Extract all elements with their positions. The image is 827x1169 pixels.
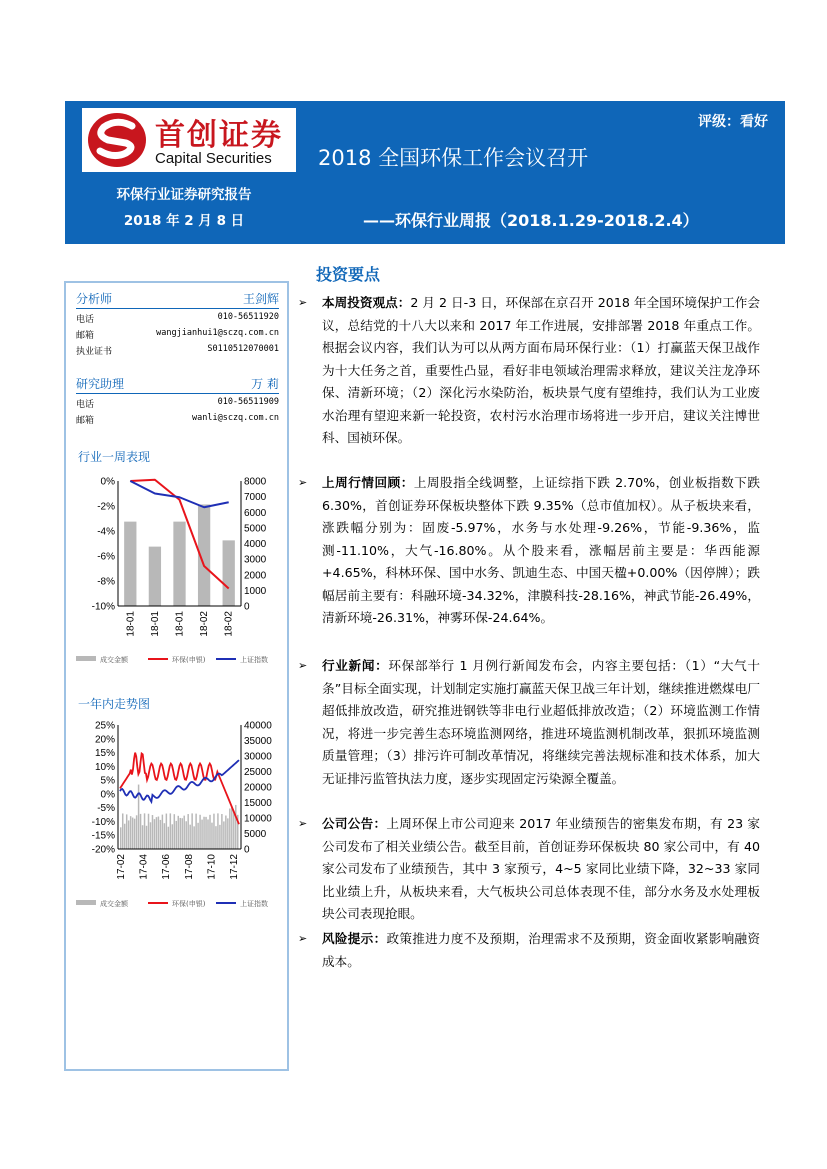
bullet-arrow-icon: ➢: [298, 296, 308, 309]
logo-chinese-name: 首创证券: [155, 118, 283, 153]
paragraph-risk: [298, 928, 760, 973]
volume-bar: [150, 822, 151, 849]
x-tick-label: 18-01: [149, 611, 161, 637]
report-type: 环保行业证券研究报告: [116, 187, 252, 203]
legend-label: 上证指数: [240, 900, 268, 908]
y-right-tick-label: 7000: [244, 492, 267, 504]
volume-bar: [146, 826, 147, 849]
volume-bar: [140, 814, 141, 849]
volume-bar: [203, 817, 204, 849]
y-left-tick-label: -15%: [91, 830, 115, 842]
volume-bar: [130, 816, 131, 849]
volume-bar: [148, 814, 149, 849]
volume-bar: [191, 813, 192, 849]
shanghai-index-line: [130, 481, 228, 507]
paragraph-text: 2 月 2 日-3 日，环保部在京召开 2018 年全国环境保护工作会议，总结党的十八大以来和 2017 年工作进展，安排部署 2018 年重点工作。根据会议内容，我们认为可以从两方面布局环保行业：（1）打赢蓝天保卫战作为十大任务之首，重要性凸显，看好非电领域治理需求释放，建议关注龙净环保、清新环境；（2）深化污水染防治，板块景气度有望维持，我们认为工业废水治理有望迎来新一轮投资，农村污水治理市场将进一步开启，建议关注博世科、国祯环保。: [322, 295, 760, 445]
volume-bar: [209, 815, 210, 849]
volume-bar: [235, 805, 236, 849]
x-tick-label: 17-10: [206, 854, 218, 880]
y-left-tick-label: 10%: [94, 761, 115, 773]
legend-swatch: [76, 656, 96, 661]
y-left-tick-label: -4%: [97, 526, 115, 538]
volume-bar: [227, 818, 228, 849]
paragraph-outlook: [298, 292, 760, 450]
x-tick-label: 17-02: [116, 854, 127, 880]
legend-label: 上证指数: [240, 656, 268, 664]
info-label: 邮箱: [76, 416, 95, 426]
x-tick-label: 18-02: [223, 611, 235, 637]
volume-bar: [124, 824, 125, 849]
volume-bar: [149, 547, 161, 606]
y-right-tick-label: 20000: [244, 782, 272, 794]
volume-bar: [172, 824, 173, 849]
volume-bar: [174, 814, 175, 849]
volume-bar: [211, 823, 212, 849]
y-right-tick-label: 0: [244, 601, 250, 613]
volume-bar: [132, 818, 133, 849]
volume-bar: [217, 813, 218, 849]
y-right-tick-label: 6000: [244, 507, 267, 519]
brand-logo: [82, 108, 296, 172]
volume-bar: [187, 814, 188, 849]
info-value: wanli@sczq.com.cn: [192, 413, 279, 423]
y-right-tick-label: 1000: [244, 585, 267, 597]
y-right-tick-label: 0: [244, 844, 250, 856]
volume-bar: [183, 816, 184, 849]
y-right-tick-label: 2000: [244, 570, 267, 582]
y-right-tick-label: 5000: [244, 829, 267, 840]
info-value: S0110512070001: [207, 344, 279, 354]
bullet-arrow-icon: ➢: [298, 817, 308, 830]
assistant-phone-row: [76, 397, 279, 411]
x-tick-label: 18-01: [174, 611, 186, 637]
volume-bar: [195, 814, 196, 849]
volume-bar: [178, 816, 179, 849]
volume-bar: [158, 817, 159, 849]
y-left-tick-label: 25%: [94, 720, 115, 732]
volume-bar: [173, 522, 185, 606]
volume-bar: [120, 827, 121, 849]
bullet-arrow-icon: ➢: [298, 932, 308, 945]
y-left-tick-label: 15%: [94, 748, 115, 760]
volume-bar: [221, 814, 222, 849]
paragraph-company-notices: [298, 813, 760, 926]
legend-label: 环保(申银): [172, 656, 206, 664]
volume-bar: [189, 825, 190, 849]
weekly-performance-chart: [70, 471, 285, 666]
volume-bar: [162, 815, 163, 849]
x-tick-label: 18-01: [125, 611, 137, 637]
y-left-tick-label: -10%: [91, 601, 115, 613]
info-value: wangjianhui1@sczq.com.cn: [156, 328, 279, 338]
analyst-header: [76, 288, 279, 309]
paragraph-lead: 行业新闻：: [322, 658, 389, 673]
y-left-tick-label: -6%: [97, 551, 115, 563]
volume-bar: [223, 821, 224, 849]
weekly-chart-title: 行业一周表现: [78, 450, 151, 464]
assistant-role: 研究助理: [76, 377, 125, 391]
y-right-tick-label: 15000: [244, 798, 272, 809]
volume-bar: [229, 809, 230, 849]
volume-bar: [213, 814, 214, 849]
volume-bar: [207, 819, 208, 849]
volume-bar: [201, 820, 202, 849]
paragraph-lead: 公司公告：: [322, 816, 387, 831]
report-date: 2018 年 2 月 8 日: [123, 213, 245, 229]
legend-label: 环保(申银): [172, 900, 206, 908]
volume-bar: [185, 821, 186, 849]
report-subtitle: ——环保行业周报（2018.1.29-2018.2.4）: [363, 211, 699, 230]
y-left-tick-label: -10%: [91, 816, 115, 828]
y-right-tick-label: 5000: [244, 523, 267, 535]
volume-bar: [223, 540, 235, 606]
y-left-tick-label: 5%: [100, 775, 115, 787]
volume-bar: [205, 817, 206, 849]
volume-bar: [219, 825, 220, 849]
y-left-tick-label: 20%: [94, 734, 115, 746]
x-tick-label: 17-08: [183, 854, 195, 880]
report-title: 2018 全国环保工作会议召开: [318, 146, 589, 170]
volume-bar: [128, 820, 129, 849]
y-right-tick-label: 30000: [244, 751, 272, 763]
y-right-tick-label: 40000: [244, 720, 272, 732]
y-right-tick-label: 4000: [244, 539, 267, 550]
x-tick-label: 17-06: [161, 854, 173, 880]
volume-bar: [156, 817, 157, 849]
volume-bar: [144, 813, 145, 849]
volume-bar: [225, 816, 226, 849]
report-banner: [65, 101, 785, 244]
volume-bar: [170, 813, 171, 849]
volume-bar: [231, 807, 232, 849]
logo-emblem-icon: [86, 110, 148, 170]
rating-label: 评级：看好: [698, 114, 768, 130]
x-tick-label: 17-12: [229, 854, 240, 880]
logo-english-name: Capital Securities: [155, 150, 272, 167]
info-value: 010-56511920: [217, 312, 279, 322]
sidebar: [64, 281, 289, 1071]
y-left-tick-label: 0%: [100, 476, 115, 488]
bullet-arrow-icon: ➢: [298, 476, 308, 489]
volume-bar: [166, 814, 167, 849]
analyst-email-row: [76, 328, 279, 342]
y-left-tick-label: 0%: [100, 789, 115, 801]
analyst-name: 王剑辉: [242, 292, 279, 306]
section-title: 投资要点: [316, 265, 381, 284]
y-right-tick-label: 10000: [244, 813, 272, 825]
y-left-tick-label: -8%: [97, 576, 115, 588]
y-left-tick-label: -20%: [91, 844, 115, 856]
volume-bar: [233, 811, 234, 849]
info-label: 执业证书: [76, 347, 113, 357]
volume-bar: [215, 826, 216, 849]
volume-bar: [142, 825, 143, 849]
y-left-tick-label: -2%: [97, 501, 115, 513]
y-left-tick-label: -5%: [97, 803, 115, 815]
volume-bar: [181, 818, 182, 849]
volume-bar: [122, 813, 123, 849]
paragraph-market-review: [298, 472, 760, 630]
volume-bar: [199, 815, 200, 849]
assistant-header: [76, 373, 279, 394]
volume-bar: [136, 815, 137, 849]
paragraph-industry-news: [298, 655, 760, 790]
y-right-tick-label: 25000: [244, 767, 272, 778]
yearly-trend-chart: [70, 715, 285, 910]
info-label: 邮箱: [76, 331, 95, 341]
x-tick-label: 17-04: [138, 854, 150, 880]
info-value: 010-56511909: [217, 397, 279, 407]
analyst-phone-row: [76, 312, 279, 326]
assistant-email-row: [76, 413, 279, 427]
yearly-chart-title: 一年内走势图: [78, 697, 151, 711]
paragraph-lead: 风险提示：: [322, 931, 387, 946]
x-tick-label: 18-02: [199, 611, 211, 637]
legend-label: 成交金额: [100, 900, 128, 908]
y-right-tick-label: 35000: [244, 736, 272, 747]
volume-bar: [180, 818, 181, 849]
volume-bar: [193, 826, 194, 849]
analyst-role: 分析师: [76, 292, 113, 306]
bullet-arrow-icon: ➢: [298, 659, 308, 672]
volume-bar: [152, 815, 153, 849]
y-right-tick-label: 3000: [244, 554, 267, 566]
volume-bar: [134, 819, 135, 849]
paragraph-lead: 上周行情回顾：: [322, 475, 414, 490]
paragraph-text: 环保部举行 1 月例行新闻发布会，内容主要包括：（1）“大气十条”目标全面实现，计划制定实施打赢蓝天保卫战三年计划，继续推进燃煤电厂超低排放改造，研究推进钢铁等非电行业超低排放改造；（2）环境监测工作情况，将进一步完善生态环境监测网络，推进环境监测机制改革，狠抓环境监测质量管理；（3）排污许可制改革情况，将继续完善法规标准和技术体系，加大无证排污监管执法力度，逐步实现固定污染源全覆盖。: [322, 658, 760, 786]
volume-bar: [126, 814, 127, 849]
legend-swatch: [76, 900, 96, 905]
volume-bar: [197, 823, 198, 849]
y-right-tick-label: 8000: [244, 476, 267, 488]
info-label: 电话: [76, 400, 95, 410]
volume-bar: [160, 820, 161, 849]
volume-bar: [154, 819, 155, 849]
analyst-license-row: [76, 344, 279, 358]
volume-bar: [124, 522, 136, 606]
paragraph-text: 政策推进力度不及预期，治理需求不及预期，资金面收紧影响融资成本。: [322, 931, 761, 969]
legend-label: 成交金额: [100, 656, 128, 664]
paragraph-text: 上周环保上市公司迎来 2017 年业绩预告的密集发布期，有 23 家公司发布了相关业绩公告。截至目前，首创证券环保板块 80 家公司中，有 40 家公司发布了业绩预告，其中 3 家预亏，4~5 家同比业绩下降，32~33 家同比业绩上升，从板块来看，大气板块公司总体表现不佳，部分水务及水处理板块公司表现抢眼。: [322, 816, 760, 921]
info-label: 电话: [76, 315, 95, 325]
assistant-name: 万 莉: [251, 377, 279, 391]
volume-bar: [164, 823, 165, 849]
paragraph-text: 上周股指全线调整，上证综指下跌 2.70%，创业板指数下跌 6.30%，首创证券环保板块整体下跌 9.35%（总市值加权）。从子板块来看，涨跌幅分别为：固废-5.97%，水务与水处理-9.26%，节能-9.36%，监测-11.10%，大气-16.80%。从个股来看，涨幅居前主要是：华西能源+4.65%，科林环保、国中水务、凯迪生态、中国天楹+0.00%（因停牌）；跌幅居前主要有：科融环境-34.32%，津膜科技-28.16%，神武节能-26.49%，清新环境-26.31%，神雾环保-24.64%。: [322, 475, 760, 625]
volume-bar: [176, 821, 177, 849]
volume-bar: [168, 827, 169, 849]
paragraph-lead: 本周投资观点：: [322, 295, 411, 310]
